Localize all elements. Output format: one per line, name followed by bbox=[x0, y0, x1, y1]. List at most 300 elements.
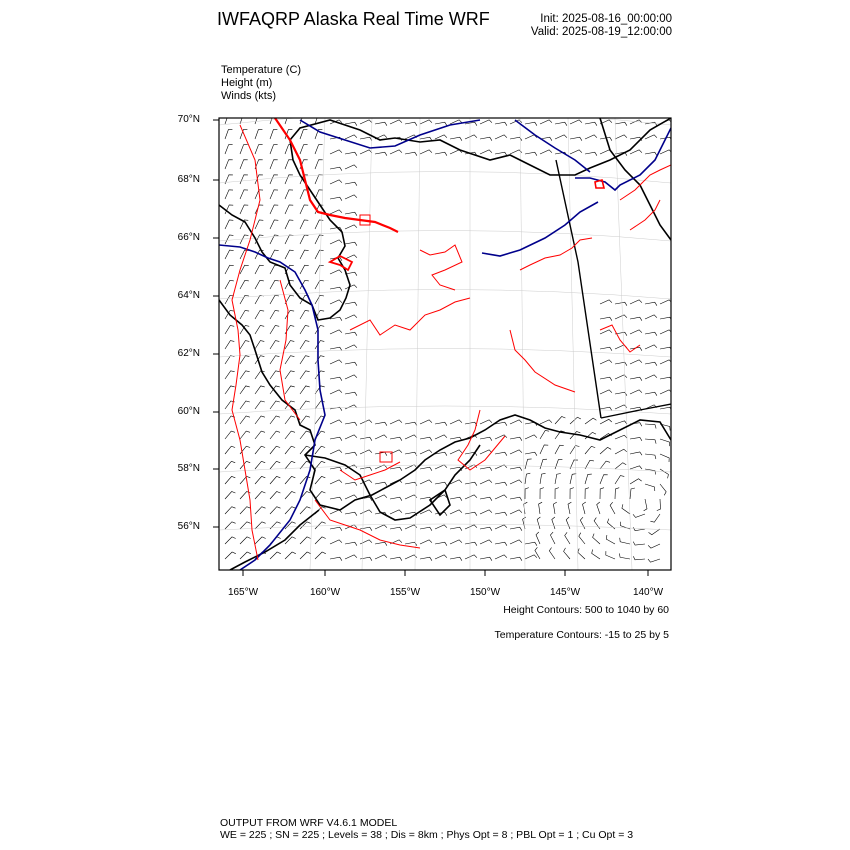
wind-barb bbox=[240, 175, 248, 184]
model-info-line2: WE = 225 ; SN = 225 ; Levels = 38 ; Dis = 8km ; Phys Opt = 8 ; PBL Opt = 1 ; Cu Opt = 3 bbox=[220, 829, 634, 841]
wind-barb bbox=[615, 122, 627, 126]
wind-barb bbox=[255, 461, 265, 469]
wind-barb bbox=[225, 371, 235, 379]
wind-barb bbox=[566, 517, 570, 529]
wind-barb bbox=[660, 330, 672, 334]
wind-barb bbox=[615, 302, 627, 306]
wind-barb bbox=[315, 235, 323, 244]
wind-barb bbox=[630, 150, 642, 154]
wind-barb bbox=[345, 375, 357, 379]
wind-barb bbox=[660, 360, 672, 364]
wind-barb bbox=[375, 525, 387, 529]
wind-barb bbox=[645, 484, 655, 491]
wind-barb bbox=[570, 488, 574, 499]
wind-barb bbox=[300, 371, 310, 379]
wind-barb bbox=[630, 437, 642, 440]
temperature-contours-legend: Temperature Contours: -15 to 25 by 5 bbox=[494, 629, 669, 641]
wind-barb bbox=[450, 497, 462, 501]
wind-barb bbox=[465, 422, 477, 426]
wind-barb bbox=[480, 480, 492, 484]
lat-label: 68°N bbox=[177, 174, 200, 185]
lon-label: 155°W bbox=[389, 587, 421, 598]
wind-barb bbox=[435, 482, 447, 486]
wind-barb bbox=[315, 552, 326, 559]
wind-barb bbox=[315, 522, 326, 529]
wind-barb bbox=[240, 310, 249, 319]
wind-barb bbox=[255, 507, 266, 514]
wind-barb bbox=[645, 424, 656, 429]
wind-barb bbox=[300, 250, 309, 259]
wind-barb bbox=[345, 482, 357, 486]
wind-barb bbox=[510, 497, 522, 501]
wind-barb bbox=[225, 145, 233, 154]
wind-barb bbox=[660, 390, 672, 394]
wind-barb bbox=[270, 295, 279, 304]
wind-barb bbox=[480, 510, 492, 514]
wind-barb bbox=[630, 479, 642, 484]
wind-barb bbox=[593, 534, 600, 544]
wind-barb bbox=[240, 356, 249, 364]
wind-barb bbox=[225, 250, 234, 259]
wind-barb bbox=[600, 390, 612, 394]
wind-barb bbox=[255, 220, 263, 229]
wind-barb bbox=[240, 280, 249, 289]
wind-barb bbox=[435, 542, 447, 546]
wind-barb bbox=[600, 377, 612, 381]
wind-barb bbox=[315, 356, 324, 364]
wind-barb bbox=[315, 476, 325, 484]
wind-barb bbox=[270, 416, 280, 424]
wind-barb bbox=[630, 330, 642, 334]
wind-barb bbox=[615, 449, 627, 454]
wind-barb bbox=[255, 537, 266, 544]
wind-barb bbox=[345, 135, 357, 139]
wind-barb bbox=[270, 220, 278, 229]
wind-barb bbox=[585, 122, 597, 126]
wind-barb bbox=[285, 175, 293, 184]
wind-barb bbox=[225, 220, 233, 229]
wind-barb bbox=[390, 120, 402, 124]
wind-barb bbox=[300, 431, 310, 439]
wind-barb bbox=[315, 326, 324, 335]
wind-barb bbox=[594, 518, 600, 529]
wind-barb bbox=[495, 122, 507, 126]
wind-barb bbox=[615, 476, 624, 484]
wind-barb bbox=[270, 476, 280, 484]
wind-barb bbox=[450, 557, 462, 561]
wind-barb bbox=[270, 431, 280, 439]
wind-barb bbox=[330, 540, 342, 544]
wind-barb bbox=[225, 492, 235, 500]
wind-barb bbox=[405, 525, 417, 529]
wind-barb bbox=[405, 482, 417, 486]
wind-barb bbox=[345, 225, 357, 229]
wind-barb bbox=[240, 401, 250, 409]
wind-barb bbox=[420, 137, 432, 141]
wind-barb bbox=[255, 431, 265, 439]
wind-barb bbox=[240, 507, 251, 514]
wind-barb bbox=[564, 548, 570, 559]
wind-barb bbox=[480, 437, 492, 441]
wind-barb bbox=[405, 122, 417, 126]
wind-barb bbox=[615, 362, 627, 366]
lon-label: 145°W bbox=[549, 587, 581, 598]
wind-barb bbox=[525, 435, 537, 439]
lon-label: 165°W bbox=[227, 587, 259, 598]
wind-barb bbox=[645, 345, 657, 349]
wind-barb bbox=[660, 439, 670, 446]
wind-barb bbox=[600, 300, 612, 304]
wind-barb bbox=[225, 130, 232, 139]
wind-barb bbox=[375, 122, 387, 126]
wind-barb bbox=[495, 152, 507, 156]
wind-barb bbox=[345, 435, 357, 439]
wind-barb bbox=[420, 467, 432, 471]
wind-barb bbox=[435, 465, 447, 469]
wind-barb bbox=[270, 205, 278, 214]
wind-barb bbox=[375, 482, 387, 486]
wind-barb bbox=[615, 435, 627, 439]
wind-barb bbox=[495, 452, 507, 456]
wind-barb bbox=[660, 347, 672, 351]
wind-barb bbox=[240, 190, 248, 199]
wind-barb bbox=[300, 310, 309, 319]
wind-barb bbox=[255, 401, 265, 409]
wind-barb bbox=[315, 250, 324, 259]
wind-barb bbox=[315, 160, 323, 169]
wind-barb bbox=[390, 150, 402, 154]
wind-barb bbox=[645, 375, 657, 379]
wind-barb bbox=[255, 310, 264, 319]
wind-barb bbox=[270, 326, 279, 335]
wind-barb bbox=[345, 405, 357, 409]
wind-barb bbox=[225, 190, 233, 199]
wind-barb bbox=[585, 488, 589, 499]
wind-barb bbox=[660, 300, 672, 304]
wind-barb bbox=[435, 435, 447, 439]
wind-barb bbox=[540, 445, 548, 454]
wind-barb bbox=[615, 488, 619, 499]
lon-label: 140°W bbox=[632, 587, 664, 598]
wind-barb bbox=[345, 452, 357, 456]
wind-barb bbox=[435, 135, 447, 139]
wind-barb bbox=[315, 265, 324, 274]
wind-barb bbox=[540, 473, 546, 484]
wind-barb bbox=[225, 265, 234, 274]
wind-barb bbox=[435, 152, 447, 156]
wind-barb bbox=[345, 512, 357, 516]
wind-barb bbox=[580, 517, 585, 529]
wind-barb bbox=[585, 446, 595, 454]
wind-barb bbox=[435, 555, 447, 559]
wind-barb bbox=[537, 517, 540, 529]
wind-barb bbox=[480, 497, 492, 501]
wind-barb bbox=[225, 160, 233, 169]
wind-barb bbox=[480, 120, 492, 124]
wind-barb bbox=[285, 114, 292, 124]
wind-barb bbox=[375, 542, 387, 546]
wind-barb bbox=[405, 495, 417, 499]
wind-barb bbox=[648, 559, 660, 562]
wind-barb bbox=[330, 497, 342, 501]
wind-barb bbox=[285, 446, 295, 454]
temperature-contours bbox=[232, 118, 671, 560]
wind-barb bbox=[480, 540, 492, 544]
wind-barb bbox=[555, 135, 567, 139]
wind-barb bbox=[330, 377, 342, 381]
variable-winds: Winds (kts) bbox=[221, 90, 276, 102]
wind-barb bbox=[420, 480, 432, 484]
wind-barb bbox=[345, 332, 357, 336]
wind-barb bbox=[525, 473, 530, 484]
wind-barb bbox=[330, 330, 342, 334]
wind-barb bbox=[495, 495, 507, 499]
wind-barb bbox=[330, 450, 342, 454]
wind-barb bbox=[465, 495, 477, 499]
wind-barb bbox=[330, 317, 342, 321]
wind-barb bbox=[465, 512, 477, 516]
wind-barb bbox=[657, 499, 661, 511]
wind-barb bbox=[606, 535, 615, 544]
wind-barb bbox=[300, 386, 310, 394]
wind-barb bbox=[420, 420, 432, 424]
wind-barb bbox=[315, 341, 324, 349]
wind-barb bbox=[300, 356, 309, 364]
wind-barb bbox=[390, 510, 402, 514]
lat-label: 58°N bbox=[177, 463, 200, 474]
lon-ticks bbox=[243, 570, 648, 576]
wind-barb bbox=[345, 242, 357, 246]
wind-barb bbox=[390, 497, 402, 501]
wind-barb bbox=[495, 525, 507, 529]
wind-barb bbox=[240, 552, 251, 559]
wind-barb bbox=[330, 197, 342, 201]
wind-barb bbox=[270, 507, 281, 514]
wind-barb bbox=[435, 122, 447, 126]
wind-barb bbox=[270, 401, 280, 409]
wind-barb bbox=[330, 210, 342, 214]
wind-barb bbox=[225, 326, 234, 335]
wind-barb bbox=[315, 295, 324, 304]
wind-barb bbox=[300, 235, 308, 244]
wind-barb bbox=[525, 452, 537, 456]
wind-barb bbox=[600, 360, 612, 364]
wind-barb bbox=[330, 240, 342, 244]
wind-barb bbox=[555, 474, 561, 485]
wind-barb bbox=[300, 220, 308, 229]
wind-barb bbox=[330, 300, 342, 304]
map-title: IWFAQRP Alaska Real Time WRF bbox=[217, 9, 490, 29]
wind-barb bbox=[285, 190, 293, 199]
wind-barb bbox=[495, 555, 507, 559]
wind-barb bbox=[225, 446, 235, 454]
wind-barb bbox=[270, 280, 279, 289]
wind-barb bbox=[315, 492, 325, 500]
wind-barb bbox=[360, 437, 372, 441]
wind-barb bbox=[300, 265, 309, 274]
wind-barb bbox=[620, 538, 630, 544]
wind-barb bbox=[270, 265, 279, 274]
wind-barb bbox=[405, 152, 417, 156]
wind-barb bbox=[480, 527, 492, 531]
wind-barb bbox=[465, 555, 477, 559]
wind-barb bbox=[615, 315, 627, 319]
wind-barb bbox=[540, 120, 552, 124]
wind-barb bbox=[510, 557, 522, 561]
wind-barb bbox=[660, 150, 672, 154]
wind-barb bbox=[420, 150, 432, 154]
wind-barb bbox=[225, 476, 235, 484]
wind-barb bbox=[450, 527, 462, 531]
wind-barb bbox=[240, 537, 251, 544]
wind-barb bbox=[450, 510, 462, 514]
lon-label: 160°W bbox=[309, 587, 341, 598]
wind-barb bbox=[255, 386, 265, 394]
wind-barb bbox=[225, 431, 235, 439]
wind-barb bbox=[240, 371, 250, 379]
wind-barb bbox=[420, 120, 432, 124]
wind-barb bbox=[536, 532, 540, 544]
wind-barb bbox=[255, 326, 264, 335]
wind-barb bbox=[450, 540, 462, 544]
wind-barb bbox=[375, 435, 387, 439]
wind-barb bbox=[622, 504, 630, 514]
wind-barb bbox=[330, 360, 342, 364]
wind-barb bbox=[597, 502, 600, 514]
wind-barb bbox=[270, 461, 280, 469]
wind-barb bbox=[549, 548, 555, 560]
wind-barb bbox=[585, 152, 597, 156]
wind-barb bbox=[660, 317, 672, 321]
wind-barb bbox=[600, 461, 610, 469]
wind-barb bbox=[390, 557, 402, 561]
wind-barb bbox=[570, 446, 579, 454]
wind-barb bbox=[615, 421, 627, 424]
wind-barb bbox=[570, 460, 578, 469]
wind-barb bbox=[592, 550, 600, 560]
wind-barb bbox=[360, 450, 372, 454]
wind-barb bbox=[300, 205, 308, 214]
wind-barb bbox=[345, 255, 357, 259]
wind-barb bbox=[645, 439, 656, 444]
wind-barb bbox=[300, 446, 310, 454]
wind-barb bbox=[540, 459, 547, 469]
wind-barb bbox=[345, 422, 357, 426]
wind-barb bbox=[480, 137, 492, 141]
wind-barb bbox=[619, 553, 630, 559]
wind-barb bbox=[465, 135, 477, 139]
wind-barb bbox=[405, 452, 417, 456]
wind-barb bbox=[510, 510, 522, 514]
wind-barb bbox=[285, 341, 294, 349]
wind-barb bbox=[255, 341, 264, 349]
wind-barb bbox=[615, 135, 627, 139]
wind-barb bbox=[583, 502, 586, 514]
wind-barb bbox=[633, 556, 645, 560]
wind-barb bbox=[648, 544, 660, 548]
wind-barb bbox=[540, 431, 549, 440]
wind-barb bbox=[330, 437, 342, 441]
wind-barb bbox=[225, 280, 234, 289]
wind-barb bbox=[330, 270, 342, 274]
wind-barb bbox=[225, 461, 235, 469]
variable-height: Height (m) bbox=[221, 77, 273, 89]
wind-barb bbox=[240, 341, 249, 349]
wind-barb bbox=[630, 488, 635, 499]
wind-barb bbox=[510, 480, 522, 484]
wind-barb bbox=[660, 377, 672, 381]
wind-barb bbox=[525, 459, 532, 469]
wind-barb bbox=[285, 371, 295, 379]
wind-barb bbox=[300, 507, 311, 514]
wind-barb bbox=[270, 160, 278, 169]
wind-barb bbox=[525, 152, 537, 156]
wind-barb bbox=[360, 120, 372, 124]
wind-barb bbox=[660, 454, 669, 462]
wind-barb bbox=[450, 450, 462, 454]
wind-barb bbox=[225, 522, 236, 529]
height-contours-legend: Height Contours: 500 to 1040 by 60 bbox=[503, 604, 669, 616]
wind-barb bbox=[225, 175, 233, 184]
wind-barb bbox=[510, 437, 522, 441]
wind-barb bbox=[510, 420, 522, 424]
wind-barb bbox=[270, 130, 277, 139]
wind-barb bbox=[645, 135, 657, 139]
wind-barb bbox=[552, 517, 555, 529]
wind-barb bbox=[270, 341, 279, 349]
wind-barb bbox=[255, 145, 263, 154]
wind-barb bbox=[285, 386, 295, 394]
wind-barb bbox=[645, 362, 657, 366]
wind-barb bbox=[375, 495, 387, 499]
wind-barb bbox=[345, 152, 357, 156]
wind-barb bbox=[360, 467, 372, 471]
wind-barb bbox=[285, 160, 293, 169]
wind-barb bbox=[645, 469, 656, 475]
wind-barb bbox=[405, 435, 417, 439]
wind-barb bbox=[630, 466, 642, 469]
wind-barb bbox=[255, 265, 264, 274]
wind-barb bbox=[315, 220, 323, 229]
wind-barb bbox=[555, 445, 564, 454]
wind-barb bbox=[345, 182, 357, 186]
wind-barb bbox=[300, 145, 308, 154]
wind-barb bbox=[270, 250, 279, 259]
wind-barb bbox=[645, 315, 657, 319]
wind-barb bbox=[615, 463, 626, 469]
wind-barb bbox=[510, 450, 522, 454]
wind-barb bbox=[568, 502, 571, 514]
wind-barb bbox=[570, 150, 582, 154]
lat-label: 64°N bbox=[177, 290, 200, 301]
wind-barb bbox=[480, 150, 492, 154]
wind-barb bbox=[465, 525, 477, 529]
wind-barb bbox=[240, 431, 250, 439]
wind-barb bbox=[660, 407, 672, 411]
model-info-line1: OUTPUT FROM WRF V4.6.1 MODEL bbox=[220, 817, 398, 829]
wind-barb bbox=[225, 552, 236, 559]
lat-label: 56°N bbox=[177, 521, 200, 532]
wind-barb bbox=[645, 152, 657, 156]
wind-barb bbox=[630, 390, 642, 394]
wind-barb bbox=[450, 137, 462, 141]
wind-barb bbox=[360, 480, 372, 484]
wind-barb bbox=[270, 356, 279, 364]
wind-barb bbox=[285, 310, 294, 319]
wind-barb bbox=[495, 135, 507, 139]
wind-barb bbox=[555, 417, 565, 425]
wind-barb bbox=[270, 190, 278, 199]
